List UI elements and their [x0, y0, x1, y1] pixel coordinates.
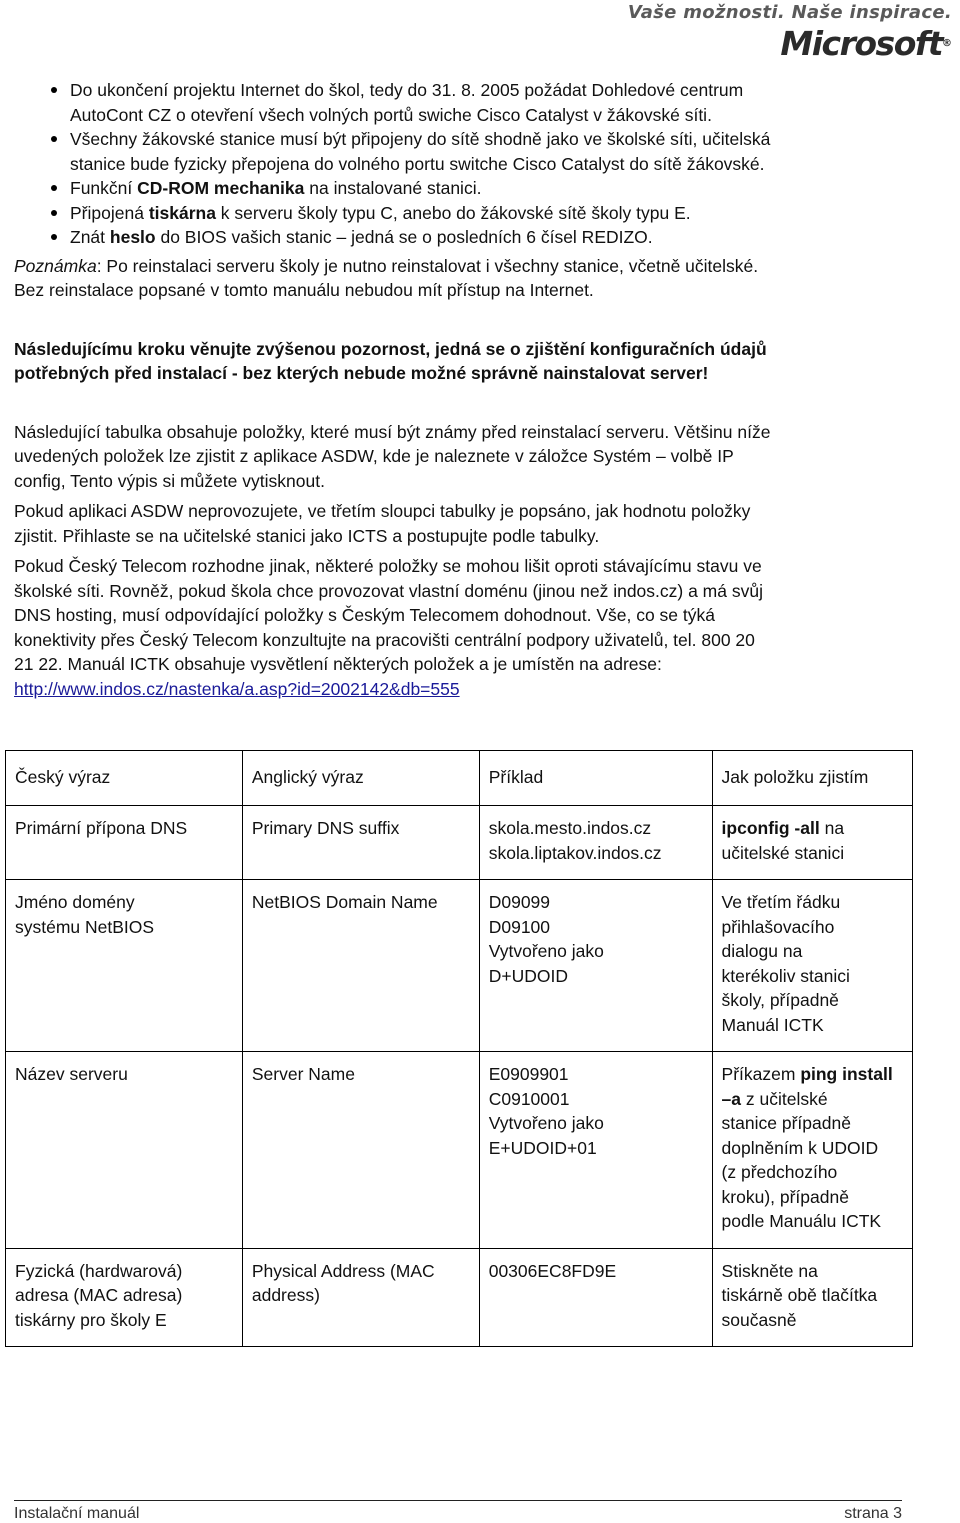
cell-text: C0910001 — [488, 1088, 570, 1109]
cell-text — [722, 1062, 904, 1087]
paragraph-line: Následující tabulka obsahuje položky, které musí být známy před reinstalací serveru. Většinu níže — [14, 421, 771, 442]
table-header-row — [6, 751, 913, 806]
important-line: potřebných před instalací - bez kterých nebude možné správně nainstalovat server! — [14, 363, 709, 383]
paragraph-line: konektivity přes Český Telecom konzultujte na pracovišti centrální podpory uživatelů, tel. 800 20 — [14, 629, 755, 650]
cell-how — [712, 880, 912, 1052]
logo-text: Microsoft — [780, 24, 942, 63]
cell-how — [712, 1052, 912, 1249]
list-item-emphasis: CD-ROM mechanika — [137, 178, 305, 198]
list-item-line: Do ukončení projektu Internet do škol, tedy do 31. 8. 2005 požádat Dohledové centrum — [70, 80, 744, 100]
list-item — [14, 127, 914, 176]
cell-text: adresa (MAC adresa) — [15, 1285, 183, 1305]
cell-text: učitelské stanici — [721, 842, 845, 863]
cell-example — [479, 880, 712, 1052]
list-item-text: k serveru školy typu C, anebo do žákovské sítě školy typu E. — [215, 202, 691, 223]
list-item — [14, 225, 914, 250]
cell-text: D09100 — [488, 916, 551, 937]
paragraph-line: zjistit. Přihlaste se na učitelské stanici jako ICTS a postupujte podle tabulky. — [14, 525, 600, 546]
list-item — [14, 78, 914, 127]
cell-text: Vytvořeno jako — [488, 941, 604, 961]
list-item-line: stanice bude fyzicky přepojena do volného portu switche Cisco Catalyst do sítě žákovské. — [70, 153, 765, 174]
cell-text: skola.liptakov.indos.cz — [488, 842, 662, 863]
note-paragraph — [14, 254, 914, 303]
paragraph-line: uvedených položek lze zjistit z aplikace ASDW, kde je naleznete v záložce Systém – volbě IP — [14, 446, 734, 466]
table-row — [6, 806, 913, 880]
cell-text: tiskárně obě tlačítka — [721, 1285, 878, 1305]
table-row — [6, 880, 913, 1052]
requirements-list — [14, 78, 914, 250]
brand-tagline: Vaše možnosti. Naše inspirace. — [627, 2, 952, 23]
paragraph-line: 21 22. Manuál ICTK obsahuje vysvětlení některých položek a je umístěn na adrese: — [14, 654, 662, 674]
cell-text — [722, 1087, 904, 1112]
note-line: Bez reinstalace popsané v tomto manuálu nebudou mít přístup na Internet. — [14, 280, 594, 300]
list-item-emphasis: heslo — [109, 227, 156, 247]
manual-link[interactable]: http://www.indos.cz/nastenka/a.asp?id=2002142&db=555 — [14, 678, 460, 699]
cell-text: E0909901 — [488, 1064, 569, 1084]
cell-text: školy, případně — [721, 990, 839, 1010]
cell-text: Název serveru — [15, 1064, 128, 1084]
cell-english — [242, 880, 479, 1052]
important-line: Následujícímu kroku věnujte zvýšenou pozornost, jedná se o zjištění konfiguračních údajů — [14, 338, 767, 359]
cell-text: Physical Address (MAC — [251, 1260, 435, 1281]
paragraph-line: DNS hosting, musí odpovídající položky s Českým Telecomem dohodnout. Vše, co se týká — [14, 605, 715, 625]
intro-paragraph — [14, 420, 914, 494]
footer-title: Instalační manuál — [14, 1505, 140, 1522]
cell-text: současně — [721, 1309, 797, 1330]
cell-text: Ve třetím řádku — [721, 892, 841, 912]
list-item — [14, 201, 914, 226]
cell-text: Stiskněte na — [721, 1260, 818, 1281]
list-item-line: AutoCont CZ o otevření všech volných portů swiche Cisco Catalyst v žákovské síti. — [70, 104, 712, 125]
cell-emphasis: –a — [721, 1088, 741, 1109]
list-item — [14, 176, 914, 201]
list-item-emphasis: tiskárna — [148, 202, 216, 223]
cell-text: Příkazem — [721, 1064, 801, 1084]
cell-text: Vytvořeno jako — [488, 1113, 604, 1133]
cell-text: doplněním k UDOID — [721, 1137, 879, 1158]
paragraph-line: školské síti. Rovněž, pokud škola chce provozovat vlastní doménu (jinou než indos.cz) a má svůj — [14, 580, 763, 601]
cell-example — [479, 1248, 712, 1347]
cell-text: z učitelské — [741, 1088, 828, 1109]
cell-text: Fyzická (hardwarová) — [15, 1260, 183, 1281]
list-item-text: do BIOS vašich stanic – jedná se o posledních 6 čísel REDIZO. — [155, 227, 653, 247]
paragraph-line: Pokud aplikaci ASDW neprovozujete, ve třetím sloupci tabulky je popsáno, jak hodnotu položky — [14, 501, 751, 521]
cell-text: (z předchozího — [721, 1162, 838, 1182]
cell-text: 00306EC8FD9E — [488, 1260, 617, 1281]
cell-text: address) — [251, 1285, 320, 1305]
column-header-example: Příklad — [479, 751, 712, 806]
cell-text — [722, 816, 904, 841]
cell-text: D+UDOID — [488, 965, 568, 986]
cell-text: systému NetBIOS — [15, 916, 155, 937]
brand-header — [628, 2, 952, 63]
cell-how — [712, 1248, 912, 1347]
table-row — [6, 1248, 913, 1347]
table-row — [6, 1052, 913, 1249]
cell-example — [479, 1052, 712, 1249]
cell-text: dialogu na — [721, 941, 803, 961]
important-notice — [14, 337, 914, 386]
list-item-text: na instalované stanici. — [304, 178, 482, 198]
list-item-text: Znát — [70, 227, 110, 247]
column-header-how: Jak položku zjistím — [712, 751, 912, 806]
cell-how — [712, 806, 912, 880]
list-item-text: Připojená — [70, 202, 149, 223]
cell-text: stanice případně — [721, 1113, 851, 1133]
paragraph-line: Pokud Český Telecom rozhodne jinak, některé položky se mohou lišit oproti stávajícímu stavu ve — [14, 556, 762, 576]
configuration-table — [5, 750, 913, 1347]
note-line — [14, 256, 758, 276]
page-footer — [14, 1500, 902, 1523]
cell-text: kterékoliv stanici — [721, 965, 850, 986]
registered-mark: ® — [942, 38, 952, 49]
cell-text: Manuál ICTK — [721, 1014, 824, 1035]
cell-text: skola.mesto.indos.cz — [488, 818, 652, 838]
cell-emphasis: ipconfig -all — [721, 818, 820, 838]
list-item-text: Funkční — [70, 178, 138, 198]
cell-text: D09099 — [488, 892, 551, 912]
paragraph-line: config, Tento výpis si můžete vytisknout. — [14, 470, 325, 491]
cell-emphasis: ping install — [800, 1064, 893, 1084]
note-label: Poznámka — [14, 255, 97, 276]
cell-text: E+UDOID+01 — [488, 1137, 597, 1158]
cell-text: přihlašovacího — [721, 916, 835, 937]
cell-english — [242, 806, 479, 880]
cell-czech — [6, 880, 243, 1052]
microsoft-logo — [628, 25, 952, 63]
cell-text: tiskárny pro školy E — [15, 1309, 167, 1330]
cell-text: Primární přípona DNS — [15, 818, 188, 838]
cell-text: NetBIOS Domain Name — [251, 892, 438, 912]
column-header-czech: Český výraz — [6, 751, 243, 806]
cell-text: na — [819, 818, 845, 838]
asdw-paragraph — [14, 499, 914, 548]
cell-text: Server Name — [251, 1064, 355, 1084]
page-number: strana 3 — [844, 1505, 902, 1522]
cell-english — [242, 1248, 479, 1347]
telecom-paragraph — [14, 554, 914, 701]
cell-czech — [6, 1248, 243, 1347]
main-content — [14, 78, 914, 701]
column-header-english: Anglický výraz — [242, 751, 479, 806]
cell-czech — [6, 1052, 243, 1249]
cell-text: podle Manuálu ICTK — [721, 1211, 882, 1231]
cell-english — [242, 1052, 479, 1249]
cell-text: Primary DNS suffix — [251, 818, 400, 838]
list-item-line: Všechny žákovské stanice musí být připojeny do sítě shodně jako ve školské síti, učitelská — [70, 129, 771, 149]
cell-text: Jméno domény — [15, 892, 135, 912]
cell-example — [479, 806, 712, 880]
note-text: : Po reinstalaci serveru školy je nutno reinstalovat i všechny stanice, včetně učitelské. — [96, 255, 759, 276]
cell-text: kroku), případně — [721, 1186, 849, 1207]
cell-czech — [6, 806, 243, 880]
